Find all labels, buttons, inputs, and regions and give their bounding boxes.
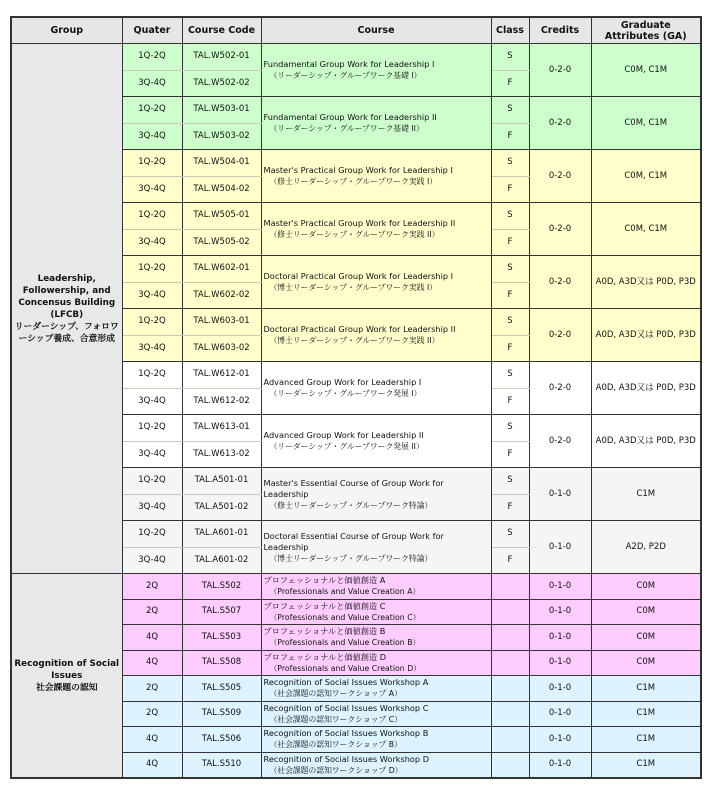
credits-cell: 0-1-0 (529, 676, 591, 702)
course-code-cell: TAL.S508 (182, 650, 261, 676)
course-code-cell: TAL.A501-01 (182, 468, 261, 495)
graduate-attributes-cell: C0M (591, 599, 701, 625)
course-code-cell: TAL.S509 (182, 701, 261, 727)
quarter-cell: 3Q-4Q (122, 335, 182, 362)
course-title-jp: （修士リーダーシップ・グループワーク実践 II） (269, 230, 440, 239)
course-title-cell (261, 150, 491, 203)
class-cell: S (491, 203, 529, 230)
graduate-attributes-cell: C0M, C1M (591, 44, 701, 97)
course-title-cell (261, 309, 491, 362)
course-title-cell (261, 752, 491, 778)
credits-cell: 0-1-0 (529, 574, 591, 600)
course-title-sub: （Professionals and Value Creation A） (269, 587, 421, 597)
class-cell (491, 574, 529, 600)
class-cell (491, 752, 529, 778)
credits-cell: 0-1-0 (529, 752, 591, 778)
class-cell: S (491, 521, 529, 548)
quarter-cell: 3Q-4Q (122, 441, 182, 468)
course-code-cell: TAL.S505 (182, 676, 261, 702)
course-title: プロフェッショナルと価値創造 D (263, 651, 387, 662)
quarter-cell: 3Q-4Q (122, 494, 182, 521)
course-title-cell (261, 468, 491, 521)
table-row (11, 44, 701, 71)
course-title-cell (261, 44, 491, 97)
quarter-cell: 4Q (122, 752, 182, 778)
class-cell: S (491, 309, 529, 336)
course-title-jp: （リーダーシップ・グループワーク発展 I） (269, 389, 422, 398)
course-title-sub: （Professionals and Value Creation C） (269, 612, 421, 622)
course-title-sub: （社会課題の認知ワークショップ B） (269, 740, 402, 750)
course-title-cell (261, 203, 491, 256)
class-cell: F (491, 70, 529, 97)
course-title-cell (261, 650, 491, 676)
class-cell: F (491, 441, 529, 468)
course-code-cell: TAL.W602-02 (182, 282, 261, 309)
course-title: プロフェッショナルと価値創造 B (263, 626, 386, 637)
quarter-cell: 3Q-4Q (122, 176, 182, 203)
group-name-jp: リーダーシップ、フォロワーシップ養成、合意形成 (14, 321, 119, 344)
quarter-cell: 1Q-2Q (122, 97, 182, 124)
course-code-cell: TAL.W505-02 (182, 229, 261, 256)
header-course-code: Course Code (182, 17, 261, 44)
course-code-cell: TAL.S502 (182, 574, 261, 600)
quarter-cell: 2Q (122, 574, 182, 600)
course-title-cell (261, 521, 491, 574)
course-title-sub: （社会課題の認知ワークショップ C） (269, 714, 403, 724)
credits-cell: 0-2-0 (529, 44, 591, 97)
class-cell: F (491, 123, 529, 150)
class-cell: F (491, 547, 529, 574)
course-title: Master's Practical Group Work for Leadership I (263, 165, 453, 175)
course-title-cell (261, 727, 491, 753)
graduate-attributes-cell: C1M (591, 727, 701, 753)
quarter-cell: 3Q-4Q (122, 388, 182, 415)
graduate-attributes-cell: A0D, A3D又は P0D, P3D (591, 256, 701, 309)
course-code-cell: TAL.S503 (182, 625, 261, 651)
class-cell (491, 727, 529, 753)
quarter-cell: 1Q-2Q (122, 44, 182, 71)
course-title: プロフェッショナルと価値創造 A (263, 575, 386, 586)
credits-cell: 0-2-0 (529, 256, 591, 309)
class-cell: S (491, 44, 529, 71)
graduate-attributes-cell: C1M (591, 676, 701, 702)
course-title-jp: （修士リーダーシップ・グループワーク実践 I） (269, 177, 438, 186)
course-table (10, 16, 702, 779)
group-name-jp: 社会課題の認知 (35, 682, 98, 693)
group-cell (11, 44, 122, 574)
quarter-cell: 1Q-2Q (122, 203, 182, 230)
quarter-cell: 2Q (122, 676, 182, 702)
credits-cell: 0-1-0 (529, 625, 591, 651)
graduate-attributes-cell: C1M (591, 752, 701, 778)
course-title-jp: （博士リーダーシップ・グループワーク特論） (269, 553, 433, 563)
course-code-cell: TAL.W613-01 (182, 415, 261, 442)
credits-cell: 0-1-0 (529, 599, 591, 625)
course-title-cell (261, 701, 491, 727)
credits-cell: 0-1-0 (529, 521, 591, 574)
class-cell: S (491, 468, 529, 495)
header-course: Course (261, 17, 491, 44)
course-code-cell: TAL.W504-01 (182, 150, 261, 177)
course-title-cell (261, 574, 491, 600)
course-title: Recognition of Social Issues Workshop A (263, 677, 429, 688)
course-code-cell: TAL.W503-01 (182, 97, 261, 124)
quarter-cell: 1Q-2Q (122, 521, 182, 548)
course-code-cell: TAL.W502-01 (182, 44, 261, 71)
course-title: Doctoral Practical Group Work for Leadership II (263, 324, 456, 334)
credits-cell: 0-2-0 (529, 203, 591, 256)
class-cell: F (491, 282, 529, 309)
course-code-cell: TAL.W505-01 (182, 203, 261, 230)
group-cell (11, 574, 122, 779)
credits-cell: 0-1-0 (529, 468, 591, 521)
course-title: Advanced Group Work for Leadership I (263, 377, 422, 387)
course-code-cell: TAL.S510 (182, 752, 261, 778)
course-title-cell (261, 625, 491, 651)
course-title-jp: （リーダーシップ・グループワーク基礎 II） (269, 124, 424, 133)
course-title-cell (261, 362, 491, 415)
course-title: Recognition of Social Issues Workshop D (263, 753, 430, 764)
graduate-attributes-cell: C0M (591, 574, 701, 600)
course-title: Recognition of Social Issues Workshop B (263, 728, 429, 739)
header-credits: Credits (529, 17, 591, 44)
graduate-attributes-cell: C1M (591, 701, 701, 727)
quarter-cell: 3Q-4Q (122, 123, 182, 150)
course-code-cell: TAL.W503-02 (182, 123, 261, 150)
course-title-cell (261, 415, 491, 468)
course-title-sub: （Professionals and Value Creation D） (269, 663, 421, 673)
course-code-cell: TAL.W603-02 (182, 335, 261, 362)
class-cell (491, 676, 529, 702)
course-code-cell: TAL.W602-01 (182, 256, 261, 283)
class-cell (491, 650, 529, 676)
course-title-sub: （Professionals and Value Creation B） (269, 638, 421, 648)
course-title: Master's Practical Group Work for Leadership II (263, 218, 456, 228)
course-title: Doctoral Practical Group Work for Leadership I (263, 271, 454, 281)
class-cell: F (491, 229, 529, 256)
graduate-attributes-cell: A2D, P2D (591, 521, 701, 574)
class-cell: S (491, 150, 529, 177)
credits-cell: 0-1-0 (529, 727, 591, 753)
course-title: Fundamental Group Work for Leadership II (263, 112, 437, 122)
quarter-cell: 4Q (122, 727, 182, 753)
course-code-cell: TAL.W603-01 (182, 309, 261, 336)
credits-cell: 0-2-0 (529, 362, 591, 415)
course-title-cell (261, 676, 491, 702)
credits-cell: 0-2-0 (529, 97, 591, 150)
quarter-cell: 3Q-4Q (122, 229, 182, 256)
class-cell: F (491, 335, 529, 362)
class-cell: F (491, 176, 529, 203)
quarter-cell: 4Q (122, 650, 182, 676)
course-title-cell (261, 599, 491, 625)
graduate-attributes-cell: C1M (591, 468, 701, 521)
course-title-sub: （社会課題の認知ワークショップ D） (269, 765, 403, 775)
class-cell: F (491, 388, 529, 415)
course-title-jp: （博士リーダーシップ・グループワーク実践 II） (269, 336, 440, 345)
graduate-attributes-cell: C0M (591, 625, 701, 651)
graduate-attributes-cell: C0M, C1M (591, 203, 701, 256)
credits-cell: 0-2-0 (529, 150, 591, 203)
course-title: Advanced Group Work for Leadership II (263, 430, 424, 440)
header-class: Class (491, 17, 529, 44)
quarter-cell: 1Q-2Q (122, 256, 182, 283)
class-cell (491, 701, 529, 727)
course-title-jp: （リーダーシップ・グループワーク基礎 I） (269, 71, 422, 80)
graduate-attributes-cell: C0M (591, 650, 701, 676)
group-name-en: Leadership, Followership, and Concensus Building (LFCB) (18, 273, 116, 320)
quarter-cell: 4Q (122, 625, 182, 651)
header-quarter: Quater (122, 17, 182, 44)
graduate-attributes-cell: C0M, C1M (591, 97, 701, 150)
credits-cell: 0-1-0 (529, 701, 591, 727)
class-cell (491, 625, 529, 651)
quarter-cell: 2Q (122, 599, 182, 625)
table-row (11, 574, 701, 600)
quarter-cell: 1Q-2Q (122, 362, 182, 389)
course-code-cell: TAL.W612-02 (182, 388, 261, 415)
class-cell: S (491, 256, 529, 283)
class-cell: S (491, 415, 529, 442)
course-code-cell: TAL.W504-02 (182, 176, 261, 203)
course-title: Recognition of Social Issues Workshop C (263, 702, 429, 713)
course-title-cell (261, 97, 491, 150)
course-title: プロフェッショナルと価値創造 C (263, 600, 386, 611)
course-code-cell: TAL.A501-02 (182, 494, 261, 521)
quarter-cell: 3Q-4Q (122, 547, 182, 574)
quarter-cell: 1Q-2Q (122, 150, 182, 177)
quarter-cell: 2Q (122, 701, 182, 727)
course-code-cell: TAL.W613-02 (182, 441, 261, 468)
quarter-cell: 1Q-2Q (122, 309, 182, 336)
quarter-cell: 3Q-4Q (122, 282, 182, 309)
class-cell (491, 599, 529, 625)
graduate-attributes-cell: A0D, A3D又は P0D, P3D (591, 415, 701, 468)
class-cell: S (491, 97, 529, 124)
course-code-cell: TAL.S506 (182, 727, 261, 753)
credits-cell: 0-2-0 (529, 309, 591, 362)
table-body (11, 44, 701, 779)
course-title-jp: （リーダーシップ・グループワーク発展 II） (269, 442, 424, 451)
course-code-cell: TAL.W612-01 (182, 362, 261, 389)
class-cell: S (491, 362, 529, 389)
course-code-cell: TAL.A601-01 (182, 521, 261, 548)
graduate-attributes-cell: A0D, A3D又は P0D, P3D (591, 309, 701, 362)
header-group: Group (11, 17, 122, 44)
course-code-cell: TAL.S507 (182, 599, 261, 625)
course-title-sub: （社会課題の認知ワークショップ A） (269, 689, 402, 699)
course-title: Fundamental Group Work for Leadership I (263, 59, 435, 69)
course-code-cell: TAL.W502-02 (182, 70, 261, 97)
course-title-jp: （修士リーダーシップ・グループワーク特論） (269, 500, 433, 510)
header-graduate-attributes: Graduate Attributes (GA) (591, 17, 701, 44)
graduate-attributes-cell: A0D, A3D又は P0D, P3D (591, 362, 701, 415)
course-title: Master's Essential Course of Group Work for Leadership (263, 477, 444, 499)
course-title-jp: （博士リーダーシップ・グループワーク実践 I） (269, 283, 438, 292)
quarter-cell: 1Q-2Q (122, 468, 182, 495)
header-row (11, 17, 701, 44)
group-name-en: Recognition of Social Issues (14, 658, 120, 681)
course-title: Doctoral Essential Course of Group Work for Leadership (263, 530, 444, 552)
class-cell: F (491, 494, 529, 521)
credits-cell: 0-2-0 (529, 415, 591, 468)
quarter-cell: 1Q-2Q (122, 415, 182, 442)
course-code-cell: TAL.A601-02 (182, 547, 261, 574)
course-title-cell (261, 256, 491, 309)
graduate-attributes-cell: C0M, C1M (591, 150, 701, 203)
quarter-cell: 3Q-4Q (122, 70, 182, 97)
credits-cell: 0-1-0 (529, 650, 591, 676)
